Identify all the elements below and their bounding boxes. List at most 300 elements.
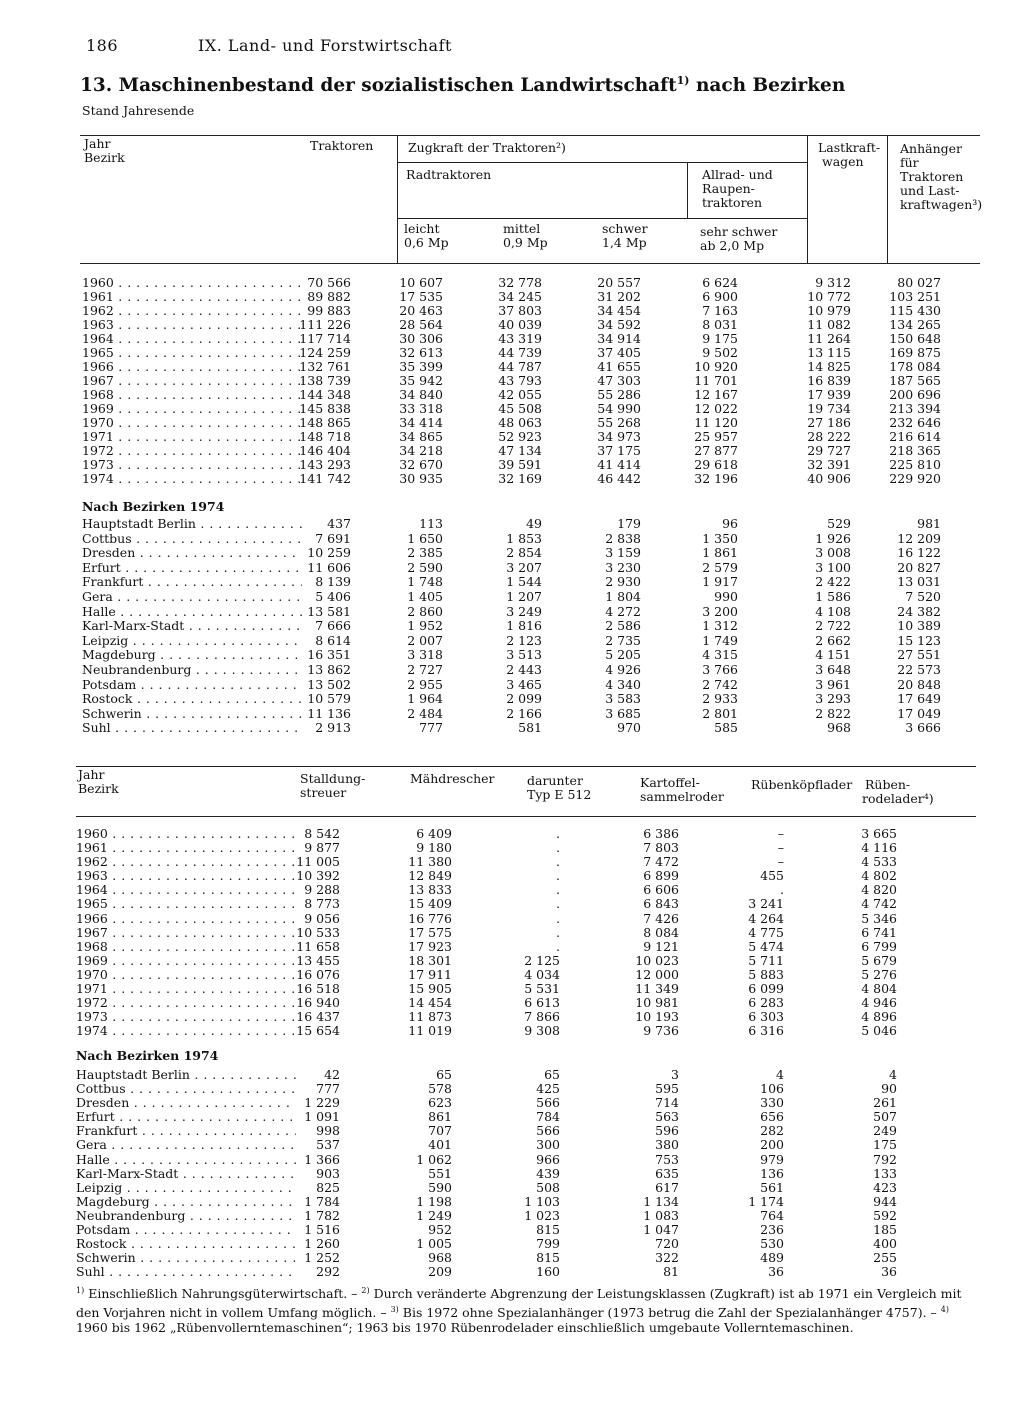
row-label: Halle . . . (76, 1153, 296, 1167)
cell-value: 11 120 (694, 415, 738, 430)
cell-value: 24 382 (897, 603, 941, 619)
cell-value: 13 581 (307, 603, 351, 619)
cell-value: 41 655 (597, 359, 641, 374)
cell-value: 11 873 (408, 1009, 452, 1025)
cell-value: 33 318 (399, 401, 443, 416)
cell-value: 9 736 (643, 1023, 679, 1039)
row-label: Rostock . . . (82, 692, 302, 706)
cell-value: 1 748 (407, 574, 443, 590)
table-row (0, 360, 1024, 374)
cell-value: 12 167 (694, 387, 738, 402)
row-label: Karl-Marx-Stadt . . . (82, 619, 302, 633)
cell-value: 2 854 (506, 545, 542, 561)
cell-value: 635 (655, 1165, 679, 1181)
cell-value: 7 520 (905, 588, 941, 604)
cell-value: 563 (655, 1109, 679, 1125)
cell-value: 322 (655, 1250, 679, 1266)
cell-value: . (780, 882, 784, 898)
cell-value: – (777, 854, 784, 870)
header-leicht-unit: 0,6 Mp (404, 235, 449, 250)
cell-value: 12 849 (408, 868, 452, 884)
cell-value: 48 063 (498, 415, 542, 430)
row-label: Leipzig . . . (82, 634, 302, 648)
table-1-header-rule (80, 263, 980, 264)
table-row (0, 663, 1024, 678)
table-row (0, 416, 1024, 430)
cell-value: 3 685 (605, 705, 641, 721)
cell-value: 561 (760, 1179, 784, 1195)
table-subtitle: Stand Jahresende (82, 103, 195, 118)
cell-value: 952 (428, 1222, 452, 1238)
cell-value: 106 (760, 1081, 784, 1097)
cell-value: 10 023 (635, 952, 679, 968)
cell-value: 1 023 (524, 1207, 560, 1223)
table-row (0, 968, 1024, 982)
row-label: Leipzig . . . (76, 1181, 296, 1195)
cell-value: 10 193 (635, 1009, 679, 1025)
cell-value: 200 696 (889, 387, 941, 402)
cell-value: 236 (760, 1222, 784, 1238)
cell-value: 9 502 (702, 345, 738, 360)
row-label: 1963 . . . (76, 869, 296, 883)
cell-value: 136 (760, 1165, 784, 1181)
cell-value: 35 399 (399, 359, 443, 374)
header-jahr: Jahr (84, 136, 111, 151)
cell-value: 815 (536, 1222, 560, 1238)
cell-value: 5 406 (315, 588, 351, 604)
row-label: 1974 . . . (76, 1024, 296, 1038)
cell-value: 2 662 (815, 632, 851, 648)
cell-value: 30 935 (399, 471, 443, 486)
cell-value: 1 784 (304, 1193, 340, 1209)
cell-value: 4 926 (605, 661, 641, 677)
row-label: Erfurt . . . (82, 561, 302, 575)
table-row (0, 1124, 1024, 1138)
cell-value: 815 (536, 1250, 560, 1266)
rule (687, 162, 688, 218)
cell-value: 249 (873, 1123, 897, 1139)
cell-value: 11 380 (408, 854, 452, 870)
cell-value: 595 (655, 1081, 679, 1097)
cell-value: 178 084 (889, 359, 941, 374)
cell-value: 968 (827, 720, 851, 736)
cell-value: 9 288 (304, 882, 340, 898)
cell-value: 8 614 (315, 632, 351, 648)
cell-value: 187 565 (889, 373, 941, 388)
row-label: Dresden . . . (82, 546, 302, 560)
cell-value: 42 055 (498, 387, 542, 402)
row-label: Potsdam . . . (82, 678, 302, 692)
cell-value: 32 196 (694, 471, 738, 486)
table-row (0, 546, 1024, 561)
cell-value: 179 (617, 516, 641, 531)
cell-value: 2 727 (407, 661, 443, 677)
cell-value: 6 843 (643, 896, 679, 912)
row-label: 1965 . . . (82, 346, 302, 360)
header-jahr: Jahr (78, 767, 105, 782)
cell-value: 1 782 (304, 1207, 340, 1223)
cell-value: 9 312 (815, 275, 851, 290)
cell-value: 143 293 (299, 457, 351, 472)
table-row (0, 290, 1024, 304)
row-label: Hauptstadt Berlin . . . (76, 1068, 296, 1082)
cell-value: 32 613 (399, 345, 443, 360)
cell-value: 34 914 (597, 331, 641, 346)
row-label: 1968 . . . (76, 940, 296, 954)
header-schwer: schwer (602, 221, 648, 236)
table-row (0, 1223, 1024, 1237)
table-row (0, 458, 1024, 472)
cell-value: 16 518 (296, 981, 340, 997)
cell-value: 185 (873, 1222, 897, 1238)
cell-value: 132 761 (299, 359, 351, 374)
cell-value: 1 005 (416, 1236, 452, 1252)
cell-value: 16 940 (296, 995, 340, 1011)
cell-value: 17 911 (408, 966, 452, 982)
table-row (0, 648, 1024, 663)
cell-value: . (556, 924, 560, 940)
table-row (0, 926, 1024, 940)
cell-value: 1 586 (815, 588, 851, 604)
cell-value: 1 964 (407, 691, 443, 707)
cell-value: 96 (722, 516, 738, 531)
cell-value: 7 866 (524, 1009, 560, 1025)
table-row (0, 1251, 1024, 1265)
table-row (0, 1110, 1024, 1124)
cell-value: 968 (428, 1250, 452, 1266)
cell-value: 28 222 (807, 429, 851, 444)
cell-value: 2 722 (815, 618, 851, 634)
cell-value: 2 955 (407, 676, 443, 692)
cell-value: 4 264 (748, 910, 784, 926)
cell-value: 124 259 (299, 345, 351, 360)
cell-value: 6 386 (643, 826, 679, 841)
cell-value: 103 251 (889, 289, 941, 304)
cell-value: 981 (917, 516, 941, 531)
cell-value: 150 648 (889, 331, 941, 346)
cell-value: 34 840 (399, 387, 443, 402)
cell-value: 903 (316, 1165, 340, 1181)
cell-value: 13 833 (408, 882, 452, 898)
cell-value: 330 (760, 1095, 784, 1111)
table-row (0, 1082, 1024, 1096)
cell-value: 11 606 (307, 559, 351, 575)
cell-value: 11 005 (296, 854, 340, 870)
cell-value: 255 (873, 1250, 897, 1266)
table-row (0, 374, 1024, 388)
cell-value: 2 579 (702, 559, 738, 575)
cell-value: 32 670 (399, 457, 443, 472)
cell-value: 720 (655, 1236, 679, 1252)
cell-value: 7 472 (643, 854, 679, 870)
cell-value: 20 463 (399, 303, 443, 318)
cell-value: 13 455 (296, 952, 340, 968)
cell-value: 2 099 (506, 691, 542, 707)
cell-value: 11 658 (296, 938, 340, 954)
cell-value: 2 586 (605, 618, 641, 634)
cell-value: 70 566 (307, 275, 351, 290)
header-lastkraftwagen: Lastkraft- (818, 140, 881, 155)
cell-value: 7 426 (643, 910, 679, 926)
cell-value: 40 039 (498, 317, 542, 332)
cell-value: 40 906 (807, 471, 851, 486)
cell-value: 3 200 (702, 603, 738, 619)
cell-value: 439 (536, 1165, 560, 1181)
rule (397, 162, 807, 163)
header-allrad: Raupen- (702, 181, 755, 196)
cell-value: 590 (428, 1179, 452, 1195)
row-label: 1972 . . . (82, 444, 302, 458)
cell-value: 2 822 (815, 705, 851, 721)
cell-value: 25 957 (694, 429, 738, 444)
cell-value: 3 666 (905, 720, 941, 736)
cell-value: 1 047 (643, 1222, 679, 1238)
cell-value: 18 301 (408, 952, 452, 968)
cell-value: 11 701 (694, 373, 738, 388)
cell-value: 1 062 (416, 1151, 452, 1167)
table-row (0, 912, 1024, 926)
table-row (0, 1237, 1024, 1251)
cell-value: 29 618 (694, 457, 738, 472)
cell-value: 16 351 (307, 647, 351, 663)
cell-value: 44 739 (498, 345, 542, 360)
cell-value: 213 394 (889, 401, 941, 416)
row-label: Cottbus . . . (76, 1082, 296, 1096)
table-row (0, 841, 1024, 855)
row-label: 1966 . . . (76, 912, 296, 926)
cell-value: 148 718 (299, 429, 351, 444)
cell-value: 47 303 (597, 373, 641, 388)
cell-value: 792 (873, 1151, 897, 1167)
table-row (0, 1096, 1024, 1110)
cell-value: 7 163 (702, 303, 738, 318)
cell-value: 146 404 (299, 443, 351, 458)
cell-value: 3 249 (506, 603, 542, 619)
cell-value: 10 920 (694, 359, 738, 374)
section-label: Nach Bezirken 1974 (76, 1048, 219, 1063)
cell-value: 1 249 (416, 1207, 452, 1223)
cell-value: 6 899 (643, 868, 679, 884)
cell-value: 623 (428, 1095, 452, 1111)
rule (887, 135, 888, 263)
cell-value: 596 (655, 1123, 679, 1139)
row-label: 1967 . . . (76, 926, 296, 940)
cell-value: 216 614 (889, 429, 941, 444)
cell-value: 99 883 (307, 303, 351, 318)
cell-value: 9 180 (416, 840, 452, 856)
cell-value: 4 533 (861, 854, 897, 870)
cell-value: 5 276 (861, 966, 897, 982)
cell-value: 537 (316, 1137, 340, 1153)
row-label: Suhl . . . (82, 721, 302, 735)
cell-value: 861 (428, 1109, 452, 1125)
row-label: Neubrandenburg . . . (82, 663, 302, 677)
cell-value: 3 230 (605, 559, 641, 575)
cell-value: 1 366 (304, 1151, 340, 1167)
cell-value: 1 103 (524, 1193, 560, 1209)
header-radtraktoren: Radtraktoren (406, 167, 492, 182)
cell-value: 117 714 (299, 331, 351, 346)
cell-value: 138 739 (299, 373, 351, 388)
header-anhaenger: und Last- (900, 183, 960, 198)
cell-value: 115 430 (889, 303, 941, 318)
header-ruebenkoepflader: Rübenköpflader (751, 777, 853, 792)
cell-value: 400 (873, 1236, 897, 1252)
cell-value: 229 920 (889, 471, 941, 486)
cell-value: 3 159 (605, 545, 641, 561)
table-row (0, 707, 1024, 722)
table-row (0, 869, 1024, 883)
cell-value: 19 734 (807, 401, 851, 416)
cell-value: 54 990 (597, 401, 641, 416)
cell-value: 3 648 (815, 661, 851, 677)
cell-value: . (556, 882, 560, 898)
header-sehr-schwer-unit: ab 2,0 Mp (700, 238, 765, 253)
cell-value: 29 727 (807, 443, 851, 458)
cell-value: 34 973 (597, 429, 641, 444)
cell-value: 81 (663, 1264, 679, 1280)
row-label: 1964 . . . (76, 883, 296, 897)
cell-value: 55 268 (597, 415, 641, 430)
cell-value: 17 939 (807, 387, 851, 402)
row-label: Halle . . . (82, 605, 302, 619)
cell-value: 17 649 (897, 691, 941, 707)
table-row (0, 678, 1024, 693)
cell-value: 8 542 (304, 826, 340, 841)
cell-value: 37 405 (597, 345, 641, 360)
row-label: 1970 . . . (76, 968, 296, 982)
row-label: 1962 . . . (76, 855, 296, 869)
cell-value: 401 (428, 1137, 452, 1153)
cell-value: 4 272 (605, 603, 641, 619)
cell-value: 292 (316, 1264, 340, 1280)
header-ruebenrodelader: Rüben- (865, 777, 911, 792)
cell-value: 12 209 (897, 530, 941, 546)
header-ruebenrodelader: rodelader⁴) (862, 791, 934, 806)
table-row (0, 721, 1024, 736)
cell-value: 2 801 (702, 705, 738, 721)
cell-value: 8 139 (315, 574, 351, 590)
cell-value: 578 (428, 1081, 452, 1097)
table-2-year-rows (0, 827, 1024, 1038)
cell-value: 1 260 (304, 1236, 340, 1252)
cell-value: 3 583 (605, 691, 641, 707)
cell-value: 3 293 (815, 691, 851, 707)
cell-value: 10 389 (897, 618, 941, 634)
cell-value: 3 766 (702, 661, 738, 677)
header-traktoren: Traktoren (310, 138, 374, 153)
cell-value: 2 422 (815, 574, 851, 590)
cell-value: 34 592 (597, 317, 641, 332)
cell-value: 22 573 (897, 661, 941, 677)
table-title: 13. Maschinenbestand der sozialistischen Landwirtschaft$^{1)}$ nach Bezirken (80, 74, 846, 97)
table-row (0, 276, 1024, 290)
cell-value: 4 896 (861, 1009, 897, 1025)
cell-value: 9 056 (304, 910, 340, 926)
cell-value: 5 883 (748, 966, 784, 982)
table-row (0, 472, 1024, 486)
row-label: 1964 . . . (82, 332, 302, 346)
header-kartoffel: Kartoffel- (640, 775, 700, 790)
cell-value: 218 365 (889, 443, 941, 458)
table-row (0, 1068, 1024, 1082)
table-row (0, 332, 1024, 346)
cell-value: 2 385 (407, 545, 443, 561)
table-row (0, 692, 1024, 707)
cell-value: 1 650 (407, 530, 443, 546)
row-label: Gera . . . (76, 1138, 296, 1152)
table-row (0, 855, 1024, 869)
cell-value: 4 315 (702, 647, 738, 663)
row-label: Hauptstadt Berlin . . . (82, 517, 302, 531)
cell-value: 4 (776, 1067, 784, 1082)
cell-value: 1 198 (416, 1193, 452, 1209)
cell-value: 300 (536, 1137, 560, 1153)
header-lastkraftwagen: wagen (822, 154, 864, 169)
cell-value: 145 838 (299, 401, 351, 416)
cell-value: 6 799 (861, 938, 897, 954)
cell-value: 46 442 (597, 471, 641, 486)
cell-value: 592 (873, 1207, 897, 1223)
cell-value: 380 (655, 1137, 679, 1153)
cell-value: 1 816 (506, 618, 542, 634)
header-anhaenger: Anhänger (900, 141, 963, 156)
table-2-header-rule (76, 816, 976, 817)
cell-value: 3 100 (815, 559, 851, 575)
cell-value: 16 437 (296, 1009, 340, 1025)
cell-value: 20 557 (597, 275, 641, 290)
cell-value: 9 121 (643, 938, 679, 954)
cell-value: . (556, 854, 560, 870)
cell-value: 1 083 (643, 1207, 679, 1223)
table-2-district-rows (0, 1068, 1024, 1279)
header-allrad: traktoren (702, 195, 762, 210)
cell-value: 10 533 (296, 924, 340, 940)
row-label: 1962 . . . (82, 304, 302, 318)
cell-value: 4 034 (524, 966, 560, 982)
cell-value: 2 742 (702, 676, 738, 692)
header-mittel-unit: 0,9 Mp (503, 235, 548, 250)
cell-value: 10 981 (635, 995, 679, 1011)
cell-value: 45 508 (498, 401, 542, 416)
row-label: Frankfurt . . . (82, 575, 302, 589)
table-row (0, 575, 1024, 590)
cell-value: 6 613 (524, 995, 560, 1011)
cell-value: 2 590 (407, 559, 443, 575)
header-bezirk: Bezirk (78, 781, 119, 796)
cell-value: 39 591 (498, 457, 542, 472)
table-row (0, 827, 1024, 841)
table-row (0, 304, 1024, 318)
cell-value: 6 316 (748, 1023, 784, 1039)
row-label: Neubrandenburg . . . (76, 1209, 296, 1223)
cell-value: 4 820 (861, 882, 897, 898)
cell-value: 34 454 (597, 303, 641, 318)
table-row (0, 346, 1024, 360)
cell-value: 36 (768, 1264, 784, 1280)
cell-value: 944 (873, 1193, 897, 1209)
cell-value: 5 205 (605, 647, 641, 663)
cell-value: 10 259 (307, 545, 351, 561)
table-row (0, 634, 1024, 649)
cell-value: 1 749 (702, 632, 738, 648)
cell-value: 169 875 (889, 345, 941, 360)
cell-value: 80 027 (897, 275, 941, 290)
cell-value: 6 741 (861, 924, 897, 940)
cell-value: 144 348 (299, 387, 351, 402)
cell-value: 13 115 (807, 345, 851, 360)
table-row (0, 605, 1024, 620)
